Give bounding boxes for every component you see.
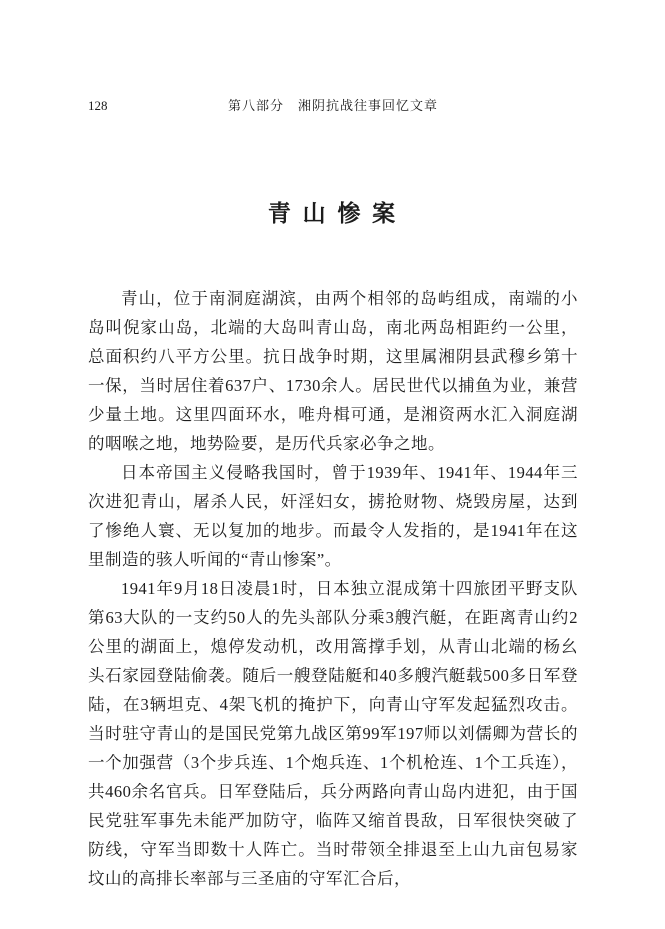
article-body <box>88 284 578 893</box>
paragraph: 日本帝国主义侵略我国时，曾于1939年、1941年、1944年三次进犯青山，屠杀人民，奸淫妇女，掳抢财物、烧毁房屋，达到了惨绝人寰、无以复加的地步。而最令人发指的，是1941年在这里制造的骇人听闻的“青山惨案”。 <box>88 463 578 569</box>
page-number: 128 <box>88 98 108 113</box>
page-header-row <box>88 98 578 114</box>
article-title: 青 山 惨 案 <box>267 201 399 226</box>
paragraph: 1941年9月18日凌晨1时，日本独立混成第十四旅团平野支队第63大队的一支约50人的先头部队分乘3艘汽艇，在距离青山约2公里的湖面上，熄停发动机，改用篙撑手划，从青山北端的杨幺头石家园登陆偷袭。随后一艘登陆艇和40多艘汽艇载500多日军登陆，在3辆坦克、4架飞机的掩护下，向青山守军发起猛烈攻击。当时驻守青山的是国民党第九战区第99军197师以刘儒卿为营长的一个加强营（3个步兵连、1个炮兵连、1个机枪连、1个工兵连），共460余名官兵。日军登陆后，兵分两路向青山岛内进犯，由于国民党驻军事先未能严加防守，临阵又缩首畏敌，日军很快突破了防线，守军当即数十人阵亡。当时带领全排退至上山九亩包易家坟山的高排长率部与三圣庙的守军汇合后， <box>88 579 578 888</box>
paragraph: 青山，位于南洞庭湖滨，由两个相邻的岛屿组成，南端的小岛叫倪家山岛，北端的大岛叫青山岛，南北两岛相距约一公里，总面积约八平方公里。抗日战争时期，这里属湘阴县武穆乡第十一保，当时居住着637户、1730余人。居民世代以捕鱼为业，兼营少量土地。这里四面环水，唯舟楫可通，是湘资两水汇入洞庭湖的咽喉之地，地势险要，是历代兵家必争之地。 <box>88 289 578 453</box>
running-header: 第八部分 湘阴抗战往事回忆文章 <box>227 98 438 113</box>
